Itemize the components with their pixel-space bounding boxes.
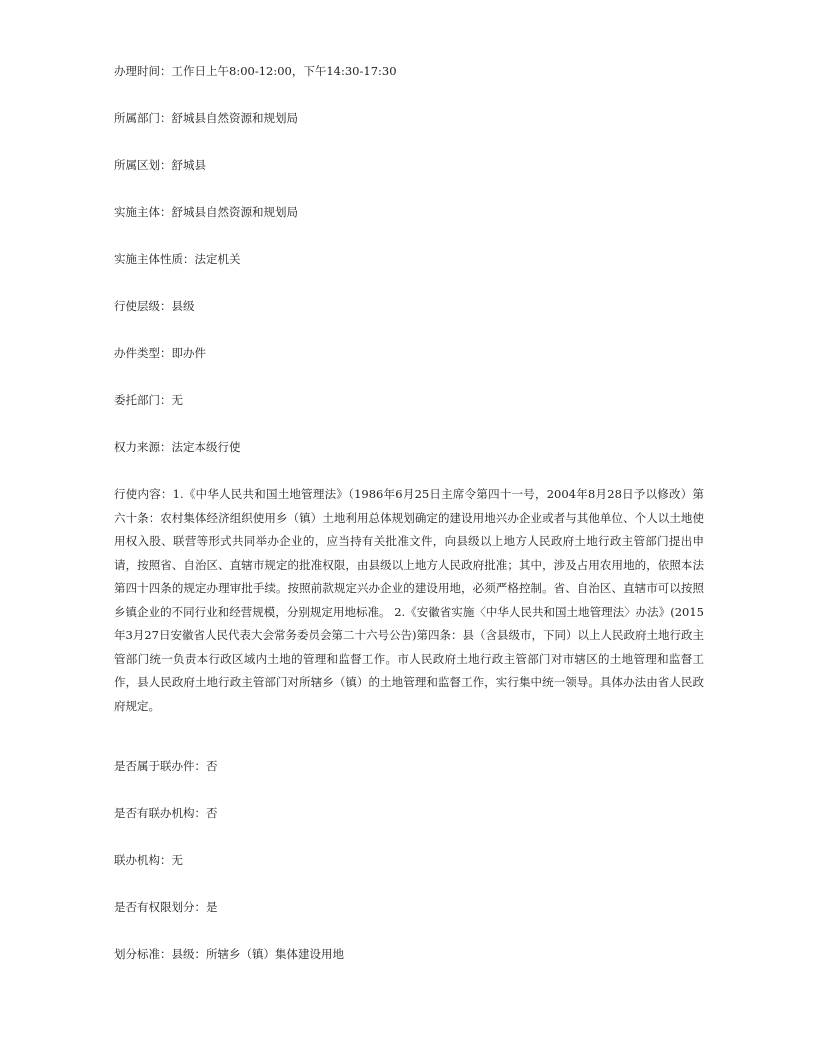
content-paragraph: 行使内容：1.《中华人民共和国土地管理法》（1986年6月25日主席令第四十一号，2004年8月28日予以修改）第六十条：农村集体经济组织使用乡（镇）土地利用总体规划确定的建设用地兴办企业或者与其他单位、个人以土地使用权入股、联营等形式共同举办企业的，应当持有关批准文件，向县级以上地方人民政府土地行政主管部门提出申请，按照省、自治区、直辖市规定的批准权限，由县级以上地方人民政府批准；其中，涉及占用农用地的，依照本法第四十四条的规定办理审批手续。按照前款规定兴办企业的建设用地，必须严格控制。省、自治区、直辖市可以按照乡镇企业的不同行业和经营规模，分别规定用地标准。 2.《安徽省实施〈中华人民共和国土地管理法〉办法》(2015年3月27日安徽省人民代表大会常务委员会第二十六号公告)第四条：县（含县级市，下同）以上人民政府土地行政主管部门统一负责本行政区域内土地的管理和监督工作。市人民政府土地行政主管部门对市辖区的土地管理和监督工作，县人民政府土地行政主管部门对所辖乡（镇）的土地管理和监督工作，实行集中统一领导。具体办法由省人民政府规定。	[114, 487, 704, 713]
is-joint-field: 是否属于联办件：否	[114, 759, 218, 773]
district-field: 所属区划：舒城县	[114, 158, 206, 172]
department-field: 所属部门：舒城县自然资源和规划局	[114, 111, 298, 125]
division-standard-field: 划分标准：县级：所辖乡（镇）集体建设用地	[114, 947, 344, 961]
subject-field: 实施主体：舒城县自然资源和规划局	[114, 205, 298, 219]
authority-division-field: 是否有权限划分：是	[114, 900, 218, 914]
power-source-field: 权力来源：法定本级行使	[114, 440, 241, 454]
joint-org-field: 联办机构：无	[114, 853, 183, 867]
entrusted-dept-field: 委托部门：无	[114, 393, 183, 407]
subject-nature-field: 实施主体性质：法定机关	[114, 252, 241, 266]
level-field: 行使层级：县级	[114, 299, 195, 313]
has-joint-org-field: 是否有联办机构：否	[114, 806, 218, 820]
hours-field: 办理时间：工作日上午8:00-12:00，下午14:30-17:30	[114, 64, 397, 78]
case-type-field: 办件类型：即办件	[114, 346, 206, 360]
